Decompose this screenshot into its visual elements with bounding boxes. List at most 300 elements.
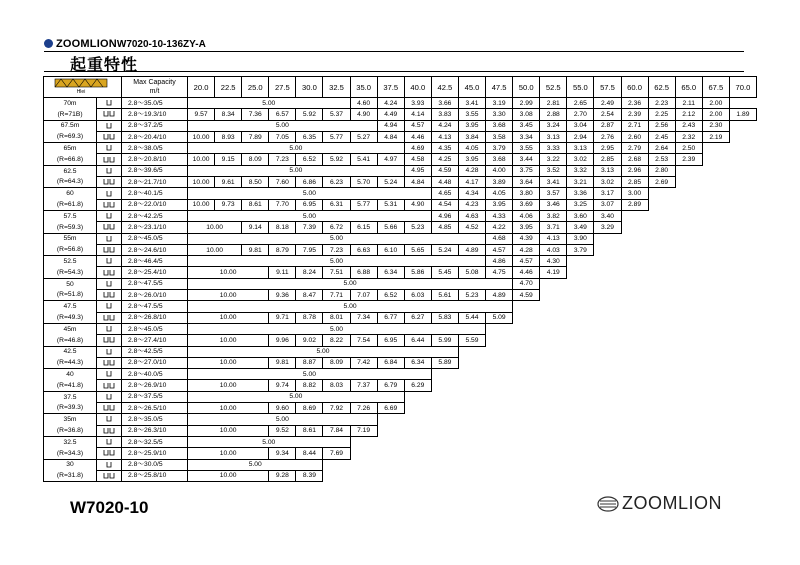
empty-cell <box>513 380 540 391</box>
empty-cell <box>702 154 729 165</box>
double-reeving-icon <box>101 359 117 367</box>
capacity-cell: 3.13 <box>567 143 594 154</box>
merged-capacity-cell: 5.00 <box>188 278 513 289</box>
empty-cell <box>567 267 594 278</box>
empty-cell <box>702 267 729 278</box>
capacity-cell: 7.69 <box>323 448 350 459</box>
capacity-cell: 8.61 <box>296 425 323 436</box>
single-reeving-icon <box>101 144 117 152</box>
capacity-cell: 3.30 <box>486 109 513 120</box>
merged-capacity-cell: 5.00 <box>188 414 378 425</box>
capacity-cell: 3.36 <box>567 188 594 199</box>
capacity-cell: 3.13 <box>594 165 621 176</box>
empty-cell <box>513 436 540 447</box>
capacity-config-cell: 2.8～37.2/5 <box>122 120 188 131</box>
empty-cell <box>648 380 675 391</box>
capacity-cell: 3.46 <box>540 199 567 210</box>
capacity-cell: 10.00 <box>188 154 215 165</box>
capacity-cell: 7.19 <box>350 425 377 436</box>
empty-cell <box>621 459 648 470</box>
boom-length-cell: 70m <box>44 98 97 109</box>
empty-cell <box>431 436 458 447</box>
empty-cell <box>621 335 648 346</box>
capacity-cell: 5.44 <box>458 312 485 323</box>
empty-cell <box>594 369 621 380</box>
empty-cell <box>729 143 756 154</box>
empty-cell <box>567 425 594 436</box>
capacity-cell: 8.61 <box>242 199 269 210</box>
capacity-cell: 3.84 <box>458 131 485 142</box>
empty-cell <box>675 188 702 199</box>
capacity-cell: 8.78 <box>296 312 323 323</box>
table-row <box>44 369 757 380</box>
empty-cell <box>567 391 594 402</box>
empty-cell <box>675 210 702 221</box>
empty-cell <box>621 222 648 233</box>
capacity-cell: 3.71 <box>540 222 567 233</box>
empty-cell <box>702 346 729 357</box>
capacity-cell: 8.79 <box>269 244 296 255</box>
empty-cell <box>594 256 621 267</box>
double-reeving-icon <box>101 404 117 412</box>
empty-cell <box>702 425 729 436</box>
capacity-cell: 8.47 <box>296 290 323 301</box>
empty-cell <box>431 448 458 459</box>
capacity-cell: 3.93 <box>404 98 431 109</box>
table-row <box>44 188 757 199</box>
capacity-cell: 3.75 <box>513 165 540 176</box>
table-row <box>44 290 757 301</box>
capacity-cell: 2.64 <box>648 143 675 154</box>
capacity-cell: 4.96 <box>431 210 458 221</box>
empty-cell <box>702 188 729 199</box>
empty-cell <box>729 448 756 459</box>
empty-cell <box>648 188 675 199</box>
capacity-cell: 8.50 <box>242 177 269 188</box>
merged-capacity-cell: 5.00 <box>188 369 432 380</box>
radius-limit-cell: (R=59.3) <box>44 222 97 233</box>
empty-cell <box>513 312 540 323</box>
capacity-cell: 5.70 <box>350 177 377 188</box>
empty-cell <box>729 403 756 414</box>
empty-cell <box>513 346 540 357</box>
capacity-cell: 3.95 <box>458 154 485 165</box>
table-row <box>44 323 757 334</box>
capacity-cell: 2.81 <box>540 98 567 109</box>
capacity-cell: 7.05 <box>269 131 296 142</box>
capacity-cell: 8.18 <box>269 222 296 233</box>
empty-cell <box>648 278 675 289</box>
capacity-cell: 7.36 <box>242 109 269 120</box>
empty-cell <box>458 380 485 391</box>
capacity-cell: 9.36 <box>269 290 296 301</box>
capacity-config-cell: 2.8～27.4/10 <box>122 335 188 346</box>
empty-cell <box>377 414 404 425</box>
empty-cell <box>675 312 702 323</box>
header-brand: ZOOMLION <box>56 38 117 50</box>
empty-cell <box>702 459 729 470</box>
capacity-cell: 2.96 <box>621 165 648 176</box>
capacity-cell: 4.30 <box>540 256 567 267</box>
single-reeving-icon <box>101 235 117 243</box>
table-row <box>44 414 757 425</box>
radius-limit-cell: (R=69.3) <box>44 131 97 142</box>
header-rule <box>44 51 744 52</box>
empty-cell <box>567 369 594 380</box>
empty-cell <box>431 391 458 402</box>
empty-cell <box>594 233 621 244</box>
empty-cell <box>513 459 540 470</box>
empty-cell <box>648 346 675 357</box>
radius-header: 42.5 <box>431 77 458 98</box>
capacity-cell: 8.82 <box>296 380 323 391</box>
empty-cell <box>486 448 513 459</box>
capacity-cell: 7.39 <box>296 222 323 233</box>
radius-header: 20.0 <box>188 77 215 98</box>
capacity-config-cell: 2.8～25.8/10 <box>122 470 188 481</box>
empty-cell <box>621 233 648 244</box>
empty-cell <box>567 459 594 470</box>
capacity-cell: 3.60 <box>567 210 594 221</box>
capacity-cell: 6.57 <box>269 109 296 120</box>
capacity-cell: 5.27 <box>350 131 377 142</box>
reeving-cell <box>97 290 122 301</box>
capacity-config-cell: 2.8～46.4/5 <box>122 256 188 267</box>
empty-cell <box>675 470 702 481</box>
empty-cell <box>513 414 540 425</box>
double-reeving-icon <box>101 110 117 118</box>
reeving-cell <box>97 312 122 323</box>
empty-cell <box>702 244 729 255</box>
capacity-cell: 4.95 <box>404 165 431 176</box>
empty-cell <box>621 414 648 425</box>
brand-logo-icon <box>44 39 53 48</box>
empty-cell <box>486 369 513 380</box>
empty-cell <box>702 290 729 301</box>
empty-cell <box>458 357 485 368</box>
capacity-config-cell: 2.8～20.4/10 <box>122 131 188 142</box>
empty-cell <box>648 470 675 481</box>
empty-cell <box>594 290 621 301</box>
empty-cell <box>377 459 404 470</box>
capacity-cell: 2.39 <box>675 154 702 165</box>
capacity-cell: 7.70 <box>269 199 296 210</box>
merged-capacity-cell: 5.00 <box>188 165 405 176</box>
empty-cell <box>648 323 675 334</box>
empty-cell <box>648 414 675 425</box>
empty-cell <box>675 448 702 459</box>
empty-cell <box>594 267 621 278</box>
empty-cell <box>702 312 729 323</box>
empty-cell <box>540 459 567 470</box>
capacity-cell: 3.17 <box>594 188 621 199</box>
empty-cell <box>404 470 431 481</box>
capacity-cell: 4.13 <box>540 233 567 244</box>
empty-cell <box>513 357 540 368</box>
radius-limit-cell: (R=44.3) <box>44 357 97 368</box>
empty-cell <box>621 380 648 391</box>
boom-length-cell: 47.5 <box>44 301 97 312</box>
merged-capacity-cell: 5.00 <box>188 188 432 199</box>
empty-cell <box>648 301 675 312</box>
empty-cell <box>594 414 621 425</box>
capacity-config-cell: 2.8～26.3/10 <box>122 425 188 436</box>
merged-capacity-cell: 10.00 <box>188 244 242 255</box>
capacity-cell: 7.95 <box>296 244 323 255</box>
reeving-cell <box>97 165 122 176</box>
footer-brand: ZOOMLION <box>622 493 723 513</box>
capacity-cell: 8.39 <box>296 470 323 481</box>
capacity-cell: 2.00 <box>702 109 729 120</box>
empty-cell <box>513 470 540 481</box>
empty-cell <box>540 403 567 414</box>
reeving-cell <box>97 98 122 109</box>
capacity-cell: 3.95 <box>513 222 540 233</box>
radius-header: 35.0 <box>350 77 377 98</box>
capacity-cell: 3.90 <box>567 233 594 244</box>
capacity-cell: 6.69 <box>377 403 404 414</box>
merged-capacity-cell: 5.00 <box>188 323 486 334</box>
capacity-cell: 2.54 <box>594 109 621 120</box>
capacity-cell: 5.92 <box>296 109 323 120</box>
empty-cell <box>458 391 485 402</box>
single-reeving-icon <box>101 190 117 198</box>
table-row <box>44 391 757 402</box>
table-row <box>44 233 757 244</box>
corner-cell <box>44 77 122 98</box>
capacity-cell: 2.00 <box>702 98 729 109</box>
capacity-cell: 4.39 <box>513 233 540 244</box>
capacity-cell: 6.86 <box>296 177 323 188</box>
single-reeving-icon <box>101 122 117 130</box>
capacity-cell: 3.82 <box>540 210 567 221</box>
empty-cell <box>458 425 485 436</box>
capacity-cell: 2.89 <box>621 199 648 210</box>
empty-cell <box>675 233 702 244</box>
capacity-cell: 2.36 <box>621 98 648 109</box>
reeving-cell <box>97 278 122 289</box>
double-reeving-icon <box>101 336 117 344</box>
capacity-cell: 4.89 <box>458 244 485 255</box>
capacity-cell: 2.32 <box>675 131 702 142</box>
capacity-cell: 5.24 <box>431 244 458 255</box>
empty-cell <box>621 448 648 459</box>
empty-cell <box>486 391 513 402</box>
empty-cell <box>729 120 756 131</box>
empty-cell <box>431 369 458 380</box>
reeving-cell <box>97 357 122 368</box>
empty-cell <box>486 335 513 346</box>
capacity-cell: 6.77 <box>377 312 404 323</box>
single-reeving-icon <box>101 280 117 288</box>
table-row <box>44 267 757 278</box>
capacity-cell: 7.37 <box>350 380 377 391</box>
single-reeving-icon <box>101 415 117 423</box>
empty-cell <box>621 470 648 481</box>
empty-cell <box>513 448 540 459</box>
table-row <box>44 143 757 154</box>
capacity-cell: 2.30 <box>702 120 729 131</box>
capacity-config-cell: 2.8～47.5/5 <box>122 301 188 312</box>
empty-cell <box>729 222 756 233</box>
capacity-cell: 4.97 <box>377 154 404 165</box>
empty-cell <box>540 290 567 301</box>
empty-cell <box>567 256 594 267</box>
empty-cell <box>702 391 729 402</box>
capacity-cell: 7.42 <box>350 357 377 368</box>
merged-capacity-cell: 5.00 <box>188 233 486 244</box>
empty-cell <box>486 323 513 334</box>
empty-cell <box>675 369 702 380</box>
capacity-cell: 4.65 <box>431 188 458 199</box>
capacity-config-cell: 2.8～22.0/10 <box>122 199 188 210</box>
capacity-cell: 4.22 <box>486 222 513 233</box>
empty-cell <box>377 448 404 459</box>
empty-cell <box>702 143 729 154</box>
capacity-cell: 3.52 <box>540 165 567 176</box>
radius-limit-cell: (R=46.8) <box>44 335 97 346</box>
capacity-cell: 9.02 <box>296 335 323 346</box>
capacity-cell: 2.23 <box>648 98 675 109</box>
capacity-cell: 4.69 <box>404 143 431 154</box>
capacity-cell: 8.87 <box>296 357 323 368</box>
capacity-cell: 6.95 <box>296 199 323 210</box>
capacity-config-cell: 2.8～45.0/5 <box>122 233 188 244</box>
empty-cell <box>540 414 567 425</box>
capacity-cell: 3.00 <box>621 188 648 199</box>
capacity-cell: 2.94 <box>567 131 594 142</box>
capacity-cell: 3.13 <box>540 131 567 142</box>
capacity-cell: 2.85 <box>594 154 621 165</box>
capacity-config-cell: 2.8～21.7/10 <box>122 177 188 188</box>
boom-length-cell: 37.5 <box>44 391 97 402</box>
empty-cell <box>675 278 702 289</box>
capacity-cell: 3.02 <box>594 177 621 188</box>
merged-capacity-cell: 5.00 <box>188 98 351 109</box>
double-reeving-icon <box>101 291 117 299</box>
merged-capacity-cell: 10.00 <box>188 222 242 233</box>
empty-cell <box>729 470 756 481</box>
empty-cell <box>486 414 513 425</box>
empty-cell <box>513 301 540 312</box>
empty-cell <box>621 323 648 334</box>
capacity-cell: 4.90 <box>350 109 377 120</box>
capacity-cell: 4.35 <box>431 143 458 154</box>
empty-cell <box>729 131 756 142</box>
capacity-cell: 7.84 <box>323 425 350 436</box>
capacity-cell: 4.34 <box>458 188 485 199</box>
empty-cell <box>404 436 431 447</box>
empty-cell <box>486 403 513 414</box>
empty-cell <box>729 165 756 176</box>
capacity-config-cell: 2.8～26.8/10 <box>122 312 188 323</box>
empty-cell <box>594 335 621 346</box>
capacity-cell: 7.60 <box>269 177 296 188</box>
capacity-cell: 3.24 <box>540 120 567 131</box>
empty-cell <box>648 369 675 380</box>
empty-cell <box>350 470 377 481</box>
capacity-cell: 6.35 <box>296 131 323 142</box>
radius-header: 62.5 <box>648 77 675 98</box>
empty-cell <box>404 391 431 402</box>
merged-capacity-cell: 5.00 <box>188 391 405 402</box>
empty-cell <box>594 244 621 255</box>
capacity-cell: 3.08 <box>513 109 540 120</box>
capacity-cell: 3.83 <box>431 109 458 120</box>
capacity-cell: 4.54 <box>431 199 458 210</box>
capacity-cell: 4.28 <box>513 244 540 255</box>
empty-cell <box>729 380 756 391</box>
capacity-cell: 4.86 <box>486 256 513 267</box>
table-row <box>44 98 757 109</box>
capacity-cell: 3.44 <box>513 154 540 165</box>
reeving-cell <box>97 256 122 267</box>
double-reeving-icon <box>101 449 117 457</box>
empty-cell <box>486 425 513 436</box>
capacity-cell: 5.23 <box>404 222 431 233</box>
capacity-cell: 4.00 <box>486 165 513 176</box>
empty-cell <box>702 233 729 244</box>
reeving-cell <box>97 403 122 414</box>
capacity-cell: 3.68 <box>486 120 513 131</box>
capacity-cell: 4.06 <box>513 210 540 221</box>
capacity-cell: 3.95 <box>486 199 513 210</box>
capacity-cell: 9.52 <box>269 425 296 436</box>
capacity-cell: 4.59 <box>513 290 540 301</box>
capacity-cell: 3.68 <box>486 154 513 165</box>
empty-cell <box>377 470 404 481</box>
empty-cell <box>648 290 675 301</box>
radius-limit-cell: (R=34.3) <box>44 448 97 459</box>
capacity-cell: 6.34 <box>404 357 431 368</box>
capacity-cell: 6.29 <box>404 380 431 391</box>
empty-cell <box>540 448 567 459</box>
reeving-cell <box>97 199 122 210</box>
capacity-cell: 4.03 <box>540 244 567 255</box>
empty-cell <box>513 425 540 436</box>
radius-header: 65.0 <box>675 77 702 98</box>
capacity-cell: 9.73 <box>215 199 242 210</box>
empty-cell <box>648 448 675 459</box>
reeving-cell <box>97 323 122 334</box>
empty-cell <box>513 335 540 346</box>
capacity-cell: 2.80 <box>648 165 675 176</box>
reeving-cell <box>97 448 122 459</box>
capacity-cell: 3.80 <box>513 188 540 199</box>
empty-cell <box>513 403 540 414</box>
capacity-config-cell: 2.8～30.0/5 <box>122 459 188 470</box>
capacity-cell: 8.69 <box>296 403 323 414</box>
double-reeving-icon <box>101 133 117 141</box>
capacity-cell: 4.25 <box>431 154 458 165</box>
single-reeving-icon <box>101 370 117 378</box>
capacity-cell: 3.95 <box>458 120 485 131</box>
merged-capacity-cell: 5.00 <box>188 143 405 154</box>
reeving-cell <box>97 120 122 131</box>
double-reeving-icon <box>101 382 117 390</box>
table-row <box>44 459 757 470</box>
capacity-cell: 3.21 <box>567 177 594 188</box>
empty-cell <box>702 448 729 459</box>
reeving-cell <box>97 414 122 425</box>
empty-cell <box>567 448 594 459</box>
empty-cell <box>540 301 567 312</box>
capacity-cell: 5.83 <box>431 312 458 323</box>
empty-cell <box>675 244 702 255</box>
capacity-cell: 4.24 <box>377 98 404 109</box>
boom-length-cell: 55m <box>44 233 97 244</box>
radius-header: 37.5 <box>377 77 404 98</box>
